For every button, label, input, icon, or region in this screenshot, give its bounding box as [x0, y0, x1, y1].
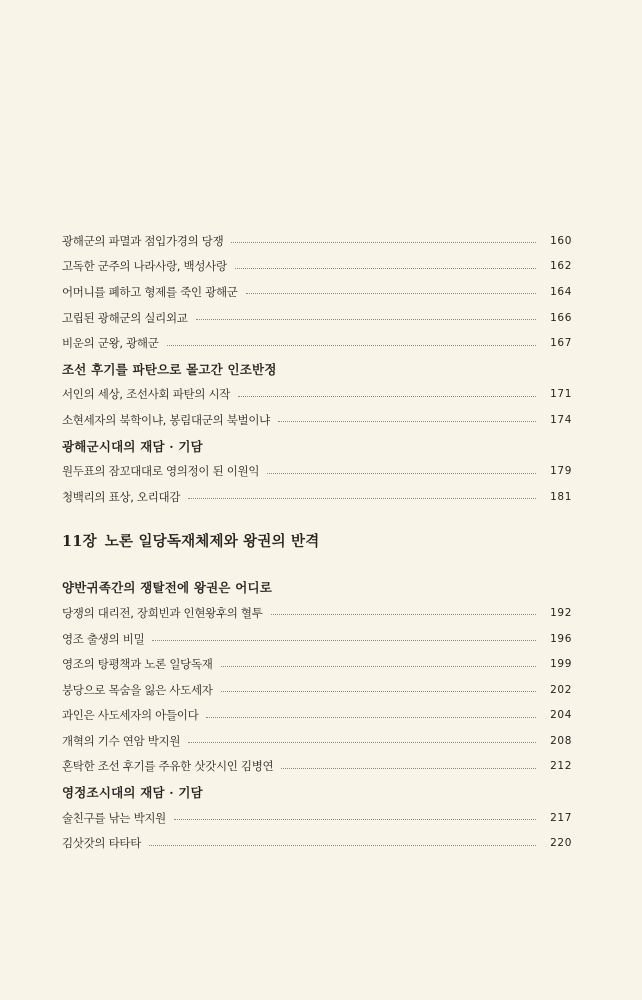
toc-entry-title: 영조의 탕평책과 노론 일당독재: [62, 657, 213, 672]
toc-entry[interactable]: [62, 728, 572, 754]
dot-leader: [206, 717, 536, 718]
toc-entry-page: 217: [550, 811, 572, 824]
dot-leader: [167, 345, 536, 346]
dot-leader: [188, 498, 536, 499]
toc-entry-page: 199: [550, 658, 572, 671]
toc-entry-page: 202: [550, 683, 572, 696]
toc-entry[interactable]: [62, 626, 572, 652]
toc-entry[interactable]: [62, 279, 572, 305]
toc-entry-page: 179: [550, 465, 572, 478]
toc-entry[interactable]: [62, 830, 572, 856]
toc-entry-title: 고독한 군주의 나라사랑, 백성사랑: [62, 259, 227, 274]
toc-entry-page: 192: [550, 606, 572, 619]
toc-entry[interactable]: [62, 382, 572, 408]
dot-leader: [231, 242, 536, 243]
dot-leader: [278, 421, 536, 422]
toc-entry-page: 181: [550, 490, 572, 503]
section-heading[interactable]: 영정조시대의 재담 · 기담: [62, 785, 203, 801]
toc-entry-page: 220: [550, 837, 572, 850]
toc-entry[interactable]: [62, 254, 572, 280]
section-heading[interactable]: 조선 후기를 파탄으로 몰고간 인조반정: [62, 361, 277, 377]
spacer: [62, 558, 572, 575]
toc-entry[interactable]: [62, 651, 572, 677]
toc-entry[interactable]: [62, 330, 572, 356]
toc-entry-title: 어머니를 폐하고 형제를 죽인 광해군: [62, 284, 238, 299]
toc-entry[interactable]: [62, 407, 572, 433]
toc-entry-title: 혼탁한 조선 후기를 주유한 삿갓시인 김병연: [62, 759, 274, 774]
table-of-contents: [62, 228, 572, 856]
toc-entry[interactable]: [62, 805, 572, 831]
toc-entry-title: 원두표의 잠꼬대대로 영의정이 된 이원익: [62, 464, 260, 479]
chapter-title: 노론 일당독재체제와 왕권의 반격: [104, 533, 320, 551]
spacer: [62, 510, 572, 524]
toc-entry-page: 204: [550, 709, 572, 722]
toc-entry-page: 164: [550, 285, 572, 298]
toc-entry-title: 술친구를 낚는 박지원: [62, 810, 166, 825]
dot-leader: [238, 396, 536, 397]
toc-entry-title: 광해군의 파멸과 점입가경의 당쟁: [62, 233, 224, 248]
toc-entry[interactable]: [62, 600, 572, 626]
dot-leader: [196, 319, 536, 320]
dot-leader: [152, 640, 536, 641]
toc-entry-title: 서인의 세상, 조선사회 파탄의 시작: [62, 387, 231, 402]
toc-entry-title: 비운의 군왕, 광해군: [62, 336, 159, 351]
toc-entry-title: 청백리의 표상, 오리대감: [62, 489, 181, 504]
dot-leader: [174, 819, 536, 820]
toc-entry-title: 고립된 광해군의 실리외교: [62, 310, 188, 325]
chapter-number: 11장: [62, 533, 97, 551]
toc-entry-page: 160: [550, 234, 572, 247]
toc-entry-title: 김삿갓의 타타타: [62, 836, 142, 851]
toc-entry-title: 소현세자의 북학이냐, 봉림대군의 북벌이냐: [62, 412, 270, 427]
toc-entry[interactable]: [62, 754, 572, 780]
toc-entry-page: 208: [550, 734, 572, 747]
toc-entry-page: 171: [550, 388, 572, 401]
toc-entry-page: 212: [550, 760, 572, 773]
dot-leader: [221, 666, 536, 667]
section-heading[interactable]: 양반귀족간의 쟁탈전에 왕권은 어디로: [62, 580, 273, 596]
toc-entry-page: 174: [550, 413, 572, 426]
chapter-heading[interactable]: [62, 524, 572, 558]
toc-entry[interactable]: [62, 228, 572, 254]
dot-leader: [281, 768, 536, 769]
toc-entry-page: 166: [550, 311, 572, 324]
toc-entry-title: 개혁의 기수 연암 박지원: [62, 733, 181, 748]
toc-entry[interactable]: [62, 703, 572, 729]
toc-entry-title: 영조 출생의 비밀: [62, 631, 145, 646]
toc-entry-page: 162: [550, 260, 572, 273]
section-heading[interactable]: 광해군시대의 재담 · 기담: [62, 438, 203, 454]
toc-entry-title: 당쟁의 대리전, 장희빈과 인현왕후의 혈투: [62, 605, 263, 620]
dot-leader: [246, 293, 536, 294]
dot-leader: [149, 845, 536, 846]
toc-entry[interactable]: [62, 305, 572, 331]
dot-leader: [235, 268, 536, 269]
toc-entry-page: 196: [550, 632, 572, 645]
toc-entry-title: 과인은 사도세자의 아들이다: [62, 708, 199, 723]
dot-leader: [188, 742, 536, 743]
dot-leader: [271, 614, 536, 615]
toc-entry[interactable]: [62, 458, 572, 484]
toc-entry-title: 붕당으로 목숨을 잃은 사도세자: [62, 682, 213, 697]
toc-entry[interactable]: [62, 677, 572, 703]
toc-entry-page: 167: [550, 337, 572, 350]
toc-entry[interactable]: [62, 484, 572, 510]
dot-leader: [267, 473, 536, 474]
dot-leader: [221, 691, 536, 692]
